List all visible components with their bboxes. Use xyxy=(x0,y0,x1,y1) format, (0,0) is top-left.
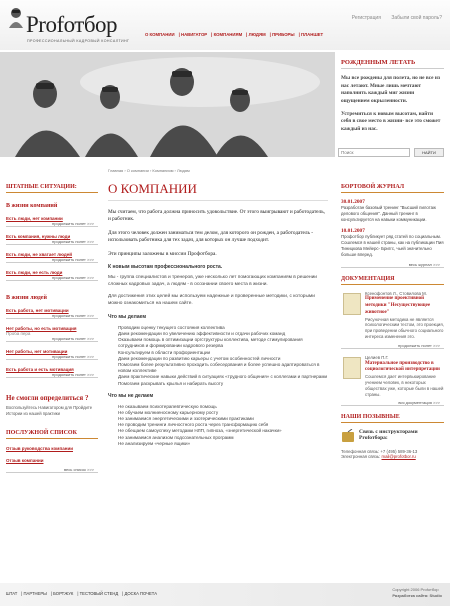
journal-text: Разработан базовый тренинг "Высший пилотаж делового общения". Данный тренинг в консультируется на навыки коммуникации. xyxy=(341,205,436,222)
footer-link-honor[interactable]: ДОСКА ПОЧЕТА xyxy=(124,591,157,596)
situation-link[interactable]: Нет работы, нет мотивации xyxy=(6,349,68,354)
slogan-text xyxy=(341,75,444,134)
footer-links: ШТАТ | ПАРТНЕРЫ | БОРТЖУК | ТЕСТОВЫЙ СТЕНД | ДОСКА ПОЧЕТА xyxy=(6,591,157,596)
intro-paragraph: Эти принципы заложены в миссии Профотбора. xyxy=(108,250,217,257)
intro-paragraph: Для этого человек должен заниматься тем делом, для которого он рожден, а работодатель - использовать работника для тех задач, для которых он лучше подходит. xyxy=(108,229,314,244)
not-sure-title: Не смогли определиться ? xyxy=(6,394,89,402)
header xyxy=(0,0,450,50)
situations-title: ШТАТНЫЕ СИТУАЦИИ: xyxy=(6,184,98,193)
situation-link[interactable]: Нет работы, но есть мотивация xyxy=(6,326,77,331)
continue-link[interactable]: продолжить полет >>> xyxy=(6,257,98,263)
list-item: Оказываем помощь в оптимизации оргструктуры коллектива, методе стимулирования сотрудников и формировании кадрового резерва xyxy=(118,337,303,349)
list-item: Проводим оценку текущего состояния коллектива xyxy=(118,324,225,330)
nav-people[interactable]: ЛЮДЯМ xyxy=(248,32,266,37)
journal-date[interactable]: 10.01.2007 xyxy=(341,228,365,235)
situation-link[interactable]: Есть работа и есть мотивация xyxy=(6,367,74,372)
doc-title[interactable]: Применение проективной методики "Несуществующее животное" xyxy=(365,296,431,315)
footer-link-staff[interactable]: ШТАТ xyxy=(6,591,18,596)
situation-link[interactable]: Есть люди, не хватает людей xyxy=(6,252,73,257)
slogan-panel xyxy=(335,52,450,157)
list-item: Не обучаем молниеносному карьерному росту xyxy=(118,409,219,415)
list-item xyxy=(6,216,98,227)
doc-item xyxy=(341,291,444,340)
slogan-title: РОЖДЕННЫМ ЛЕТАТЬ xyxy=(341,59,444,69)
list-item: Консультируем в области профориентации xyxy=(118,349,211,355)
doc-title[interactable]: Материальное производство в социологической интерпретации xyxy=(365,360,440,373)
left-sidebar xyxy=(0,178,102,578)
list-item: Не анализируем «черные ящики» xyxy=(118,440,191,446)
service-link[interactable]: Отзыв руководства компании xyxy=(6,446,73,452)
doc-text: Сошлемся дает интервьюирование учением человек, в некоторых обществах уже, которые были в нашей страны. xyxy=(365,374,444,397)
forgot-password-link[interactable]: Забыли свой пароль? xyxy=(391,15,442,21)
continue-link[interactable]: продолжить полет >>> xyxy=(6,313,98,319)
contact-subtitle: Связь с инструкторами Profотбора: xyxy=(359,429,418,442)
contact-block xyxy=(341,429,444,441)
service-link[interactable]: Отзыв компании xyxy=(6,458,44,464)
list-item: Помогаем более результативно проходить собеседования и более успешно адаптироваться в новом коллективе xyxy=(118,361,320,374)
brand-tagline: ПРОФЕССИОНАЛЬНЫЙ КАДРОВЫЙ КОНСАЛТИНГ xyxy=(27,39,130,43)
main-content xyxy=(108,168,328,578)
dont-list xyxy=(118,404,328,447)
docs-title: ДОКУМЕНТАЦИЯ xyxy=(341,276,444,285)
service-list-title: ПОСЛУЖНОЙ СПИСОК xyxy=(6,430,98,439)
nav-navigator[interactable]: НАВИГАТОР xyxy=(180,32,208,37)
doc-author: Ксенофонтов Л., Стовилова М. xyxy=(365,290,427,296)
continue-link[interactable]: продолжить полет >>> xyxy=(6,275,98,281)
search-input[interactable] xyxy=(338,148,410,157)
pilot-logo-icon[interactable] xyxy=(6,6,26,28)
continue-link[interactable]: продолжить полет >>> xyxy=(6,239,98,245)
list-item: Даем рекомендации по увеличению эффективности и отдачи рабочих команд xyxy=(118,331,286,337)
nav-instruments[interactable]: ПРИБОРЫ xyxy=(272,32,295,37)
email-label: Электронная связь: xyxy=(341,454,381,460)
journal-date[interactable]: 30.01.2007 xyxy=(341,199,365,205)
brand-logo[interactable]: Profотбор xyxy=(26,12,118,37)
continue-link[interactable]: продолжить полет >>> xyxy=(6,221,98,227)
top-links xyxy=(343,15,442,21)
main-nav: О КОМПАНИИ | НАВИГАТОР | КОМПАНИЯМ | ЛЮДЯМ | ПРИБОРЫ | ПЛАНШЕТ xyxy=(145,32,324,37)
slogan-paragraph-1: Мы все рождены для полета, но не все из нас летают. Мные лишь мечтают наполнить каждый миг жизни ощущением окрыленности. xyxy=(341,75,441,105)
journal-text: Профотбор публикует ряд статей по социальным. Сошлемся в нашей страны, как на публикации Пия Тиницкова Мейерс- Бриггс, чьей значительно больше вперед. xyxy=(341,234,444,257)
section-heading: К новым высотам профессионального роста. xyxy=(108,264,223,271)
continue-link[interactable]: продолжить полет >>> xyxy=(6,336,98,342)
intro-paragraph: Мы считаем, что работа должна приносить удовольствие. От этого выигрывают и работодатель, и работник. xyxy=(108,209,326,223)
list-item xyxy=(6,234,98,245)
copyright xyxy=(392,587,442,598)
list-item xyxy=(6,308,98,319)
nav-about[interactable]: О КОМПАНИИ xyxy=(145,32,175,37)
list-item: Не проводим тренинги личностного роста через трансформацию себя xyxy=(118,422,269,428)
document-icon xyxy=(343,293,361,315)
list-item xyxy=(6,446,98,451)
people-subtitle: В жизни людей xyxy=(6,295,47,301)
email-link[interactable]: mail@profotbor.ru xyxy=(381,454,416,460)
journal-more-link[interactable]: весь журнал >>> xyxy=(341,262,444,268)
continue-link[interactable]: продолжить полет >>> xyxy=(6,372,98,378)
list-item: Даем рекомендации по развитию карьеры с учетом особенностей личности xyxy=(118,355,281,361)
footer-link-test[interactable]: ТЕСТОВЫЙ СТЕНД xyxy=(79,591,119,596)
not-sure-text: Воспользуйтесь Навигатором для Пройдите Истории из нашей практики xyxy=(6,405,93,416)
section-heading: Что мы делаем xyxy=(108,313,147,320)
list-item xyxy=(6,252,98,263)
document-icon xyxy=(343,357,361,379)
nav-tablet[interactable]: ПЛАНШЕТ xyxy=(301,32,324,37)
phone-text: Телефонная связь: +7 (495) 589-36-13 xyxy=(341,449,418,455)
list-item xyxy=(6,349,98,360)
situation-link[interactable]: Есть люди, не есть люди xyxy=(6,270,63,275)
page-title: О КОМПАНИИ xyxy=(108,181,328,201)
list-item xyxy=(6,326,98,342)
breadcrumb[interactable]: Главная › О компании › Компаниям › Людям xyxy=(108,168,190,173)
list-item xyxy=(6,458,98,463)
situation-link[interactable]: Есть компания, нужны люди xyxy=(6,234,71,239)
search-bar xyxy=(335,147,450,159)
right-sidebar xyxy=(335,178,450,578)
list-item: Помогаем раскрывать крылья и набирать высоту xyxy=(118,380,224,386)
list-item: Не занимаемся энергетическими и эзотерическими практиками xyxy=(118,416,254,422)
companies-subtitle: В жизни компаний xyxy=(6,203,58,209)
nav-companies[interactable]: КОМПАНИЯМ xyxy=(213,32,243,37)
list-item xyxy=(6,367,98,378)
full-list-link[interactable]: весь список >>> xyxy=(6,467,98,473)
footer-link-partners[interactable]: ПАРТНЕРЫ xyxy=(23,591,47,596)
footer-link-journal[interactable]: БОРТЖУК xyxy=(53,591,74,596)
journal-title: БОРТОВОЙ ЖУРНАЛ xyxy=(341,184,444,193)
body-paragraph: Для достижения этих целей мы используем надежные и проверенные методики, с которыми можно ознакомиться на нашем сайте. xyxy=(108,294,315,307)
pilots-illustration xyxy=(0,52,335,157)
situation-link[interactable]: Есть работа, нет мотивации xyxy=(6,308,69,313)
register-link[interactable]: Регистрация xyxy=(351,15,381,21)
list-item xyxy=(6,270,98,281)
footer xyxy=(0,583,450,606)
do-list xyxy=(118,325,328,387)
radio-icon xyxy=(341,429,355,443)
situation-link[interactable]: Есть люди, нет компании xyxy=(6,216,63,221)
doc-text: Рисуночная методика не является психологическим тестом, это проекция, при проведении обычного социального интереса изменения это. xyxy=(365,316,444,340)
section-heading: Что мы не делаем xyxy=(108,392,154,399)
search-button[interactable]: НАЙТИ xyxy=(414,148,444,157)
continue-link[interactable]: продолжить полет >>> xyxy=(6,354,98,360)
doc-item xyxy=(341,355,444,397)
developer-text[interactable]: Разработка сайта: Studio xyxy=(392,592,442,598)
list-item: Не оказываем психотерапевтическую помощь xyxy=(118,403,217,409)
slogan-paragraph-2: Устремиться к новым высотам, найти себя в свое место в жизни- все это сможет каждый из нас. xyxy=(341,110,441,133)
situation-note: Проба пера xyxy=(6,331,31,336)
doc-more-link[interactable]: продолжить полет >>> xyxy=(341,343,444,349)
doc-author: Целиев П.Г. xyxy=(365,354,389,360)
docs-all-link[interactable]: вся документация >>> xyxy=(341,400,444,406)
list-item: Не обещаем самоуспеху методами НЛП, гипноза, «энергетической накачки» xyxy=(118,428,282,434)
hero-pilots-photo xyxy=(0,52,335,157)
body-paragraph: Мы - группа специалистов и тренеров, уже несколько лет помогающих компаниям в решении сложных кадровых задач, а людям - в осознании своего места в жизни. xyxy=(108,275,317,287)
callsign-title: НАШИ ПОЗЫВНЫЕ xyxy=(341,414,444,423)
email-row xyxy=(341,454,444,459)
copyright-text: Copyright 2006 Profотбор xyxy=(392,587,439,592)
list-item: Даем практические навыки действий в ситуациях «трудного общения» с коллегами и партнерами xyxy=(118,374,328,380)
list-item: Не занимаемся анализом подсознательных программ xyxy=(118,434,234,440)
